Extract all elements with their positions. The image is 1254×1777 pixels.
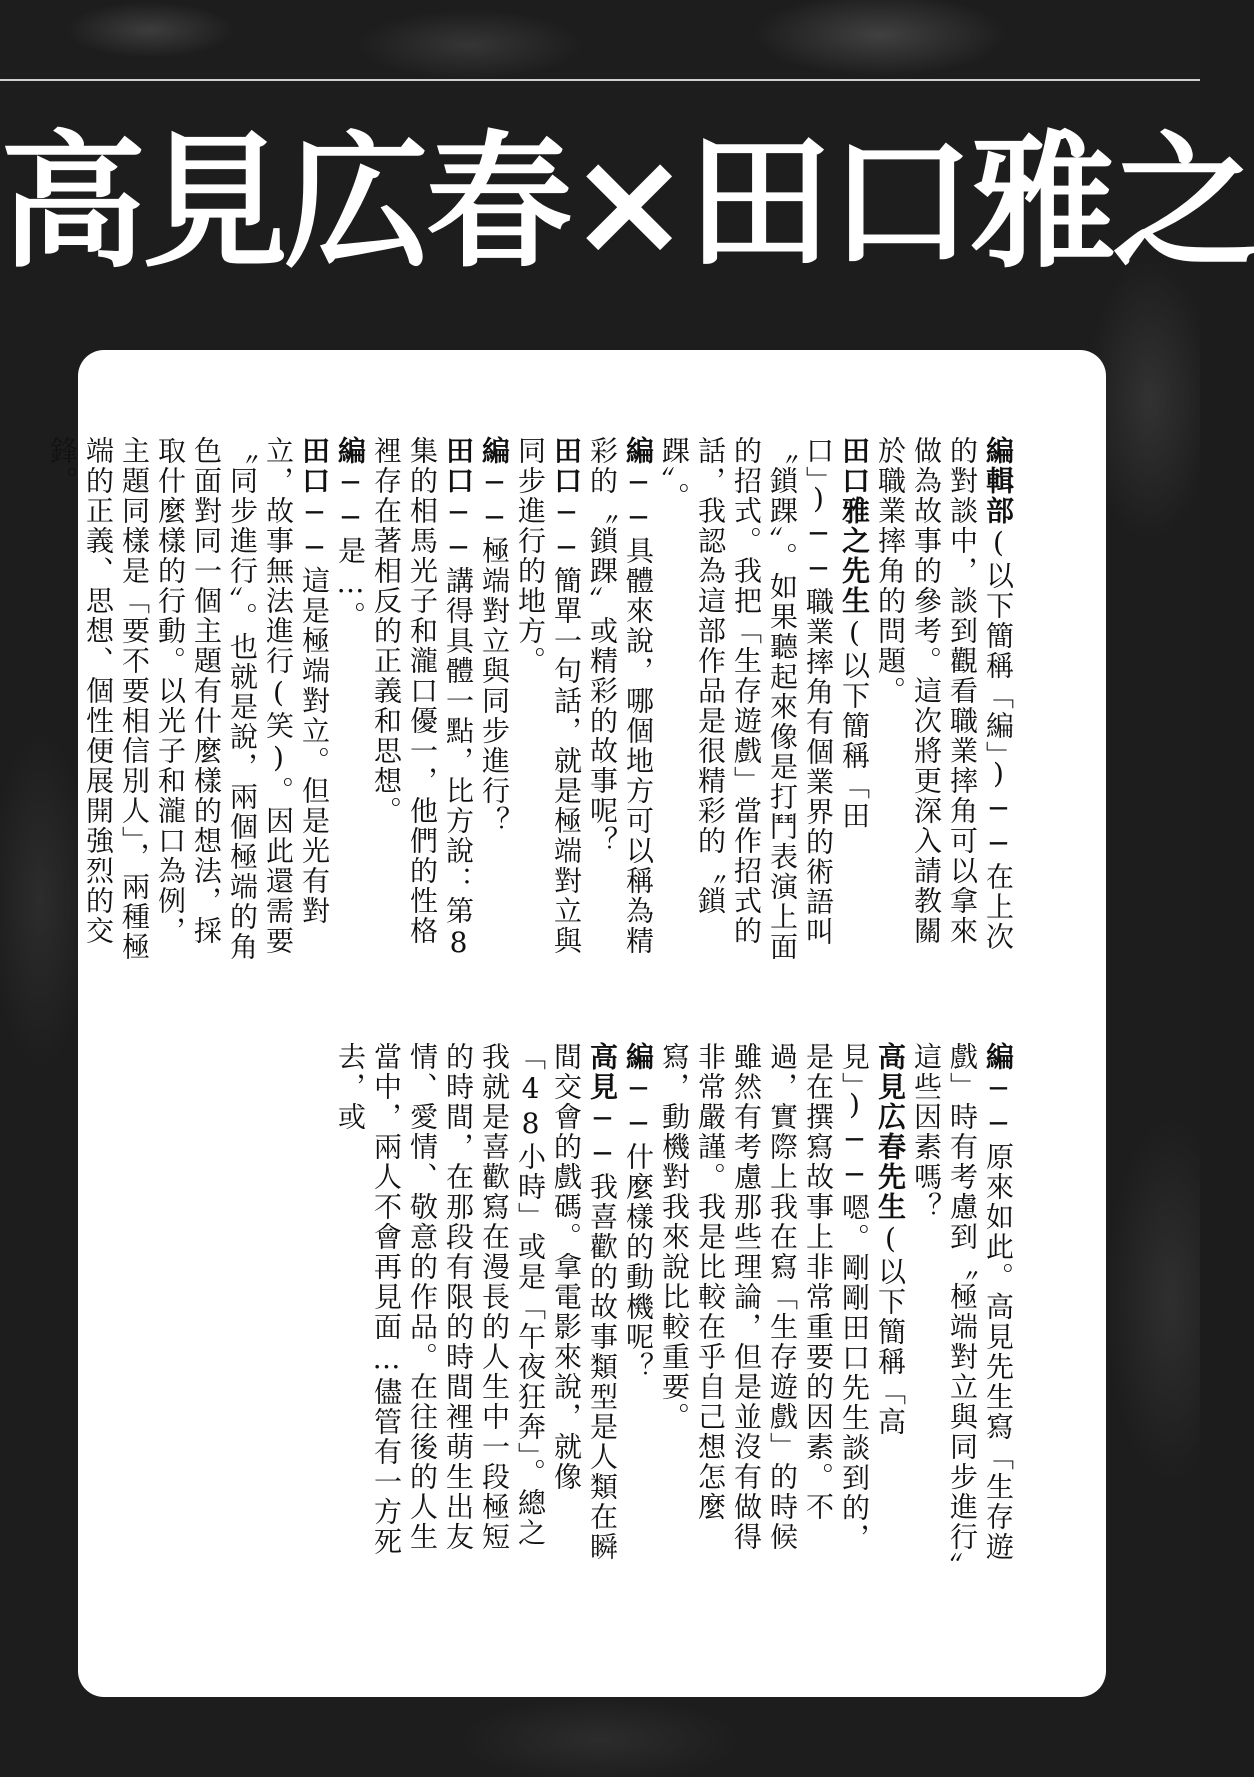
- speaker-label: 田口: [298, 436, 331, 496]
- dialogue-text: ──我喜歡的故事類型是人類在瞬間交會的戲碼。拿電影來說，就像「48小時」或是「午夜狂奔」。總之我就是喜歡寫在漫長的人生中一段極短的時間，在那段有限的時間裡萌生出友情、愛情、敬意的作品。在往後的人生當中，兩人不會再見面…儘管有一方死去，或: [334, 1042, 619, 1562]
- top-rule: [0, 79, 1200, 81]
- dialogue-paragraph: [368, 436, 476, 966]
- dialogue-paragraph: [44, 436, 332, 966]
- dialogue-text: ──是…。: [334, 466, 367, 631]
- speaker-label: 田口: [442, 436, 475, 496]
- interview-column-bottom: [78, 1042, 1016, 1572]
- interview-panel: [46, 350, 1106, 1697]
- page-title: 高見広春×田口雅之: [0, 118, 1254, 288]
- speaker-label: 編: [478, 436, 511, 466]
- dialogue-paragraph: [872, 436, 1016, 966]
- dialogue-text: (以下簡稱「高見」)──嗯。剛剛田口先生談到的，是在撰寫故事上非常重要的因素。不過，實際上我在寫「生存遊戲」的時候雖然有考慮那些理論，但是並沒有做得非常嚴謹。我是比較在乎自己想怎麼寫，動機對我來說比較重要。: [658, 1042, 907, 1553]
- speaker-label: 田口: [550, 436, 583, 496]
- interview-column-top: [46, 436, 1016, 966]
- speaker-label: 高見: [586, 1042, 619, 1102]
- dialogue-paragraph: [620, 1042, 656, 1572]
- dialogue-paragraph: [656, 1042, 908, 1572]
- dialogue-paragraph: [476, 436, 512, 966]
- dialogue-text: ──極端對立與同步進行？: [478, 466, 511, 836]
- dialogue-paragraph: [584, 436, 656, 966]
- dialogue-paragraph: [332, 1042, 620, 1572]
- speaker-label: 編: [622, 1042, 655, 1072]
- dialogue-paragraph: [656, 436, 872, 966]
- dialogue-text: ──什麼樣的動機呢？: [622, 1072, 655, 1382]
- dialogue-text: ──講得具體一點，比方說：第8集的相馬光子和瀧口優一，他們的性格裡存在著相反的正義和思想。: [370, 436, 475, 961]
- speaker-label: 編: [334, 436, 367, 466]
- speaker-label: 田口雅之先生: [838, 436, 871, 616]
- dialogue-paragraph: [512, 436, 584, 966]
- speaker-label: 編: [622, 436, 655, 466]
- dialogue-text: (以下簡稱「編」)──在上次的對談中，談到觀看職業摔角可以拿來做為故事的參考。這次將更深入請教關於職業摔角的問題。: [874, 436, 1015, 952]
- speaker-label: 編: [982, 1042, 1015, 1072]
- dialogue-text: ──這是極端對立。但是光有對立，故事無法進行(笑)。因此還需要〝同步進行〞。也就是說，兩個極端的角色面對同一個主題有什麼樣的想法，採取什麼樣的行動。以光子和瀧口為例，主題同樣是「要不要相信別人」，兩種極端的正義、思想、個性便展開強烈的交鋒。: [46, 436, 331, 962]
- dialogue-text: ──簡單一句話，就是極端對立與同步進行的地方。: [514, 436, 583, 956]
- dialogue-paragraph: [908, 1042, 1016, 1572]
- speaker-label: 編輯部: [982, 436, 1015, 526]
- dialogue-text: ──具體來說，哪個地方可以稱為精彩的〝鎖踝〞或精彩的故事呢？: [586, 436, 655, 956]
- speaker-label: 高見広春先生: [874, 1042, 907, 1222]
- dialogue-text: (以下簡稱「田口」)──職業摔角有個業界的術語叫〝鎖踝〞。如果聽起來像是打鬥表演上面的招式。我把「生存遊戲」當作招式的話，我認為這部作品是很精彩的〝鎖踝〞。: [658, 436, 871, 962]
- dialogue-text: ──原來如此。高見先生寫「生存遊戲」時有考慮到〝極端對立與同步進行〞這些因素嗎？: [910, 1042, 1015, 1568]
- dialogue-paragraph: [332, 436, 368, 966]
